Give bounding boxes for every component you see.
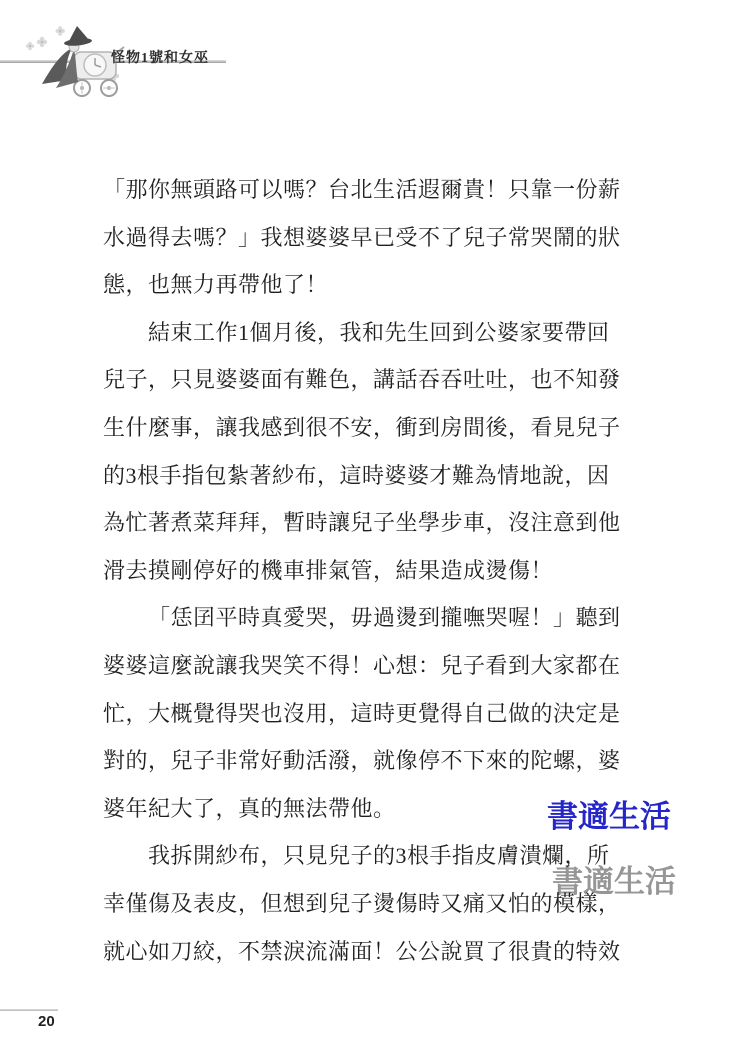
text-line: 生什麼事，讓我感到很不安，衝到房間後，看見兒子 <box>103 414 621 440</box>
text-line: 幸僅傷及表皮，但想到兒子燙傷時又痛又怕的模樣， <box>103 890 621 916</box>
text-line: 婆婆這麼說讓我哭笑不得！心想：兒子看到大家都在 <box>103 652 621 678</box>
text-line: 水過得去嗎？」我想婆婆早已受不了兒子常哭鬧的狀 <box>103 224 621 250</box>
text-line: 忙，大概覺得哭也沒用，這時更覺得自己做的決定是 <box>103 700 621 726</box>
text-line: 婆年紀大了，真的無法帶他。 <box>103 795 396 821</box>
text-line: 的3根手指包紮著紗布，這時婆婆才難為情地說，因 <box>103 462 610 488</box>
text-line: 我拆開紗布，只見兒子的3根手指皮膚潰爛，所 <box>148 843 610 869</box>
page-number: 20 <box>38 1013 55 1030</box>
text-line: 態，也無力再帶他了！ <box>103 272 329 298</box>
text-line: 滑去摸剛停好的機車排氣管，結果造成燙傷！ <box>103 557 554 583</box>
footer-divider-line <box>0 1009 58 1011</box>
paragraph <box>103 166 628 309</box>
text-block <box>103 166 628 975</box>
text-line: 為忙著煮菜拜拜，暫時讓兒子坐學步車，沒注意到他 <box>103 510 621 536</box>
text-line: 兒子，只見婆婆面有難色，講話吞吞吐吐，也不知發 <box>103 367 621 393</box>
watermark-gray: 書適生活 <box>552 864 676 899</box>
text-line: 對的，兒子非常好動活潑，就像停不下來的陀螺，婆 <box>103 748 621 774</box>
text-line: 「恁囝平時真愛哭，毋過燙到攏嘸哭喔！」聽到 <box>148 605 621 631</box>
watermark-blue: 書適生活 <box>547 799 671 834</box>
text-line: 結束工作1個月後，我和先生回到公婆家要帶回 <box>148 319 610 345</box>
chapter-title: 怪物1號和女巫 <box>111 51 209 66</box>
paragraph <box>103 832 628 975</box>
text-line: 「那你無頭路可以嗎？台北生活遐爾貴！只靠一份薪 <box>103 177 621 202</box>
text-line: 就心如刀絞，不禁淚流滿面！公公說買了很貴的特效 <box>103 938 621 964</box>
paragraph <box>103 309 628 595</box>
